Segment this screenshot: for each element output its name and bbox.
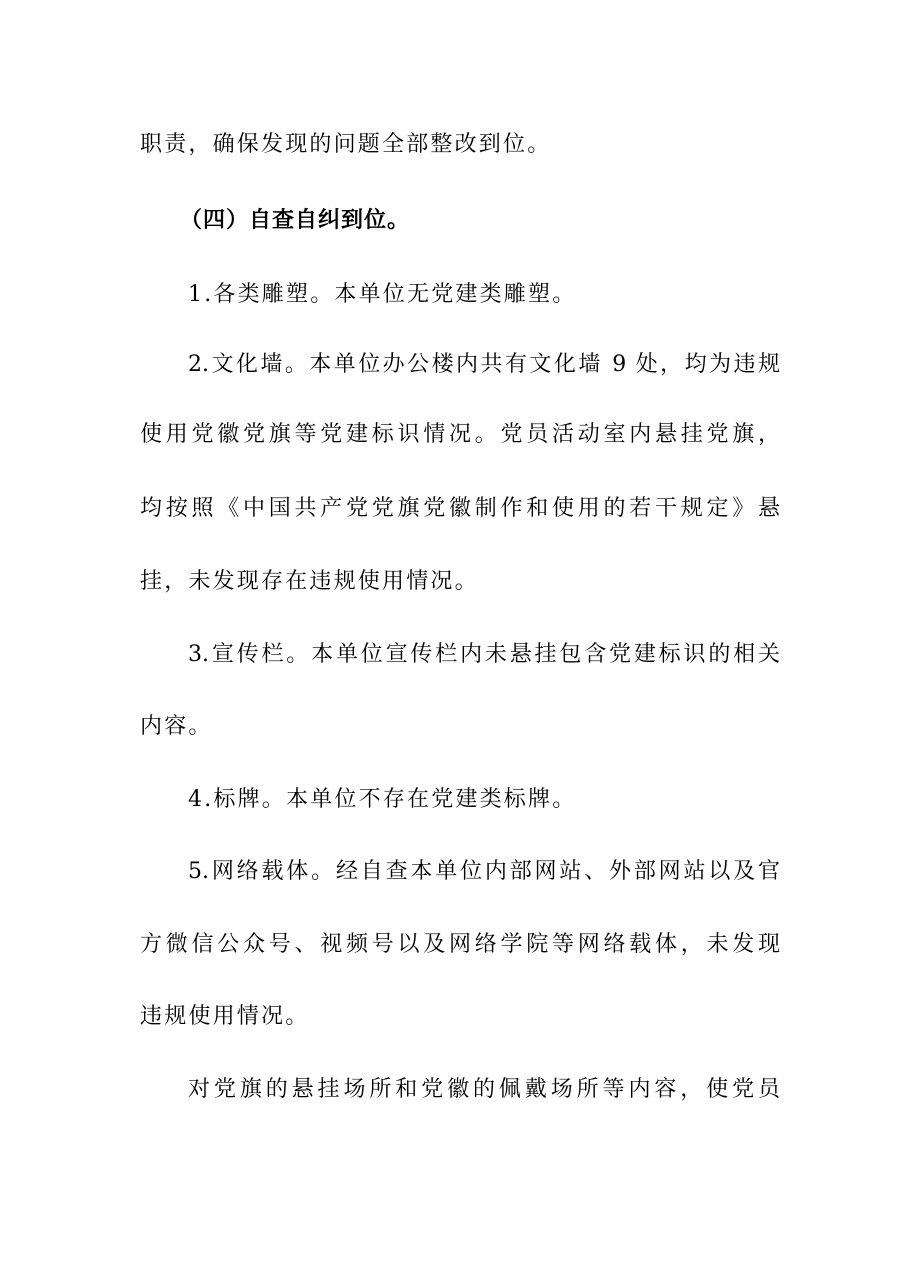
paragraph-line: 对党旗的悬挂场所和党徽的佩戴场所等内容，使党员 <box>188 1077 780 1102</box>
paragraph-line: 方微信公众号、视频号以及网络学院等网络载体，未发现 <box>140 932 780 957</box>
item-signboard: 4.标牌。本单位不存在党建类标牌。 <box>188 787 577 812</box>
paragraph-line: 使用党徽党旗等党建标识情况。党员活动室内悬挂党旗， <box>140 422 780 447</box>
item-network-carrier: 5.网络载体。经自查本单位内部网站、外部网站以及官 <box>188 859 780 884</box>
item-sculpture: 1.各类雕塑。本单位无党建类雕塑。 <box>188 282 577 307</box>
paragraph-line: 均按照《中国共产党党旗党徽制作和使用的若干规定》悬 <box>140 496 780 521</box>
item-culture-wall: 2.文化墙。本单位办公楼内共有文化墙 9 处，均为违规 <box>188 352 780 377</box>
paragraph-line: 挂，未发现存在违规使用情况。 <box>140 569 479 594</box>
paragraph-line: 内容。 <box>140 714 213 739</box>
paragraph-line: 职责，确保发现的问题全部整改到位。 <box>140 132 552 157</box>
section-heading: （四）自查自纠到位。 <box>180 207 411 233</box>
item-bulletin-board: 3.宣传栏。本单位宣传栏内未悬挂包含党建标识的相关 <box>188 642 780 667</box>
paragraph-line: 违规使用情况。 <box>140 1004 310 1029</box>
